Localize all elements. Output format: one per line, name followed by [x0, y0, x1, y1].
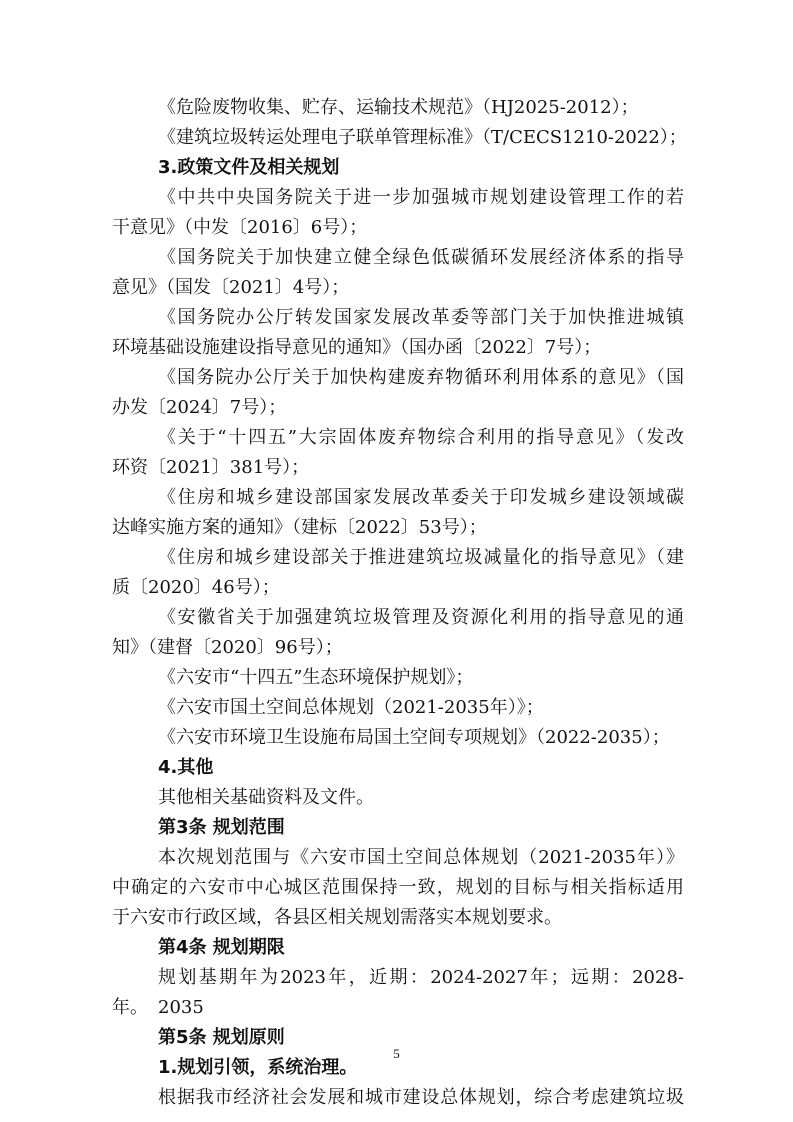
text-line: 《国务院办公厅转发国家发展改革委等部门关于加快推进城镇 [158, 307, 684, 328]
text-line: 知》（建督〔2020〕96号）； [112, 637, 343, 658]
text-line: 《住房和城乡建设部关于推进建筑垃圾减量化的指导意见》（建 [158, 547, 684, 568]
text-line: 于六安市行政区域，各县区相关规划需落实本规划要求。 [112, 907, 562, 928]
text-line: 《国务院办公厅关于加快构建废弃物循环利用体系的意见》（国 [158, 367, 684, 388]
text-line: 规划基期年为2023年，近期：2024-2027年；远期：2028-2035 [158, 967, 684, 1018]
article-heading: 第3条 规划范围 [158, 817, 285, 838]
text-line: 《六安市国土空间总体规划（2021-2035年）》； [158, 697, 544, 718]
text-line: 《关于“十四五”大宗固体废弃物综合利用的指导意见》（发改 [158, 427, 684, 448]
text-line: 《六安市“十四五”生态环境保护规划》； [158, 667, 474, 688]
text-line: 《危险废物收集、贮存、运输技术规范》（HJ2025-2012）； [158, 97, 639, 118]
section-heading: 1.规划引领，系统治理。 [158, 1057, 358, 1078]
text-line: 达峰实施方案的通知》（建标〔2022〕53号）； [112, 517, 487, 538]
text-line: 环资〔2021〕381号）； [112, 457, 310, 478]
text-line: 办发〔2024〕7号）； [112, 397, 287, 418]
text-line: 《安徽省关于加强建筑垃圾管理及资源化利用的指导意见的通 [158, 607, 684, 628]
text-line: 意见》（国发〔2021〕4号）； [112, 277, 350, 298]
text-line: 《国务院关于加快建立健全绿色低碳循环发展经济体系的指导 [158, 247, 684, 268]
article-heading: 第5条 规划原则 [158, 1027, 285, 1048]
text-line: 《住房和城乡建设部国家发展改革委关于印发城乡建设领域碳 [158, 487, 684, 508]
text-line: 干意见》（中发〔2016〕6号）； [112, 217, 368, 238]
article-heading: 第4条 规划期限 [158, 937, 285, 958]
text-line: 质〔2020〕46号）； [112, 577, 280, 598]
text-line: 年。 [112, 997, 148, 1018]
text-line: 本次规划范围与《六安市国土空间总体规划（2021-2035年）》 [158, 847, 684, 868]
text-line: 中确定的六安市中心城区范围保持一致，规划的目标与相关指标适用 [112, 877, 684, 898]
section-heading: 4.其他 [158, 757, 214, 778]
text-line: 《六安市环境卫生设施布局国土空间专项规划》（2022-2035）； [158, 727, 670, 748]
text-line: 环境基础设施建设指导意见的通知》（国办函〔2022〕7号）； [112, 337, 602, 358]
text-line: 《中共中央国务院关于进一步加强城市规划建设管理工作的若 [158, 187, 684, 208]
page-number: 5 [393, 1046, 400, 1061]
section-heading: 3.政策文件及相关规划 [158, 157, 340, 178]
text-line: 《建筑垃圾转运处理电子联单管理标准》（T/CECS1210-2022）； [158, 127, 687, 148]
text-line: 其他相关基础资料及文件。 [158, 787, 374, 808]
text-line: 根据我市经济社会发展和城市建设总体规划，综合考虑建筑垃圾 [158, 1087, 684, 1108]
document-body [112, 93, 687, 1113]
